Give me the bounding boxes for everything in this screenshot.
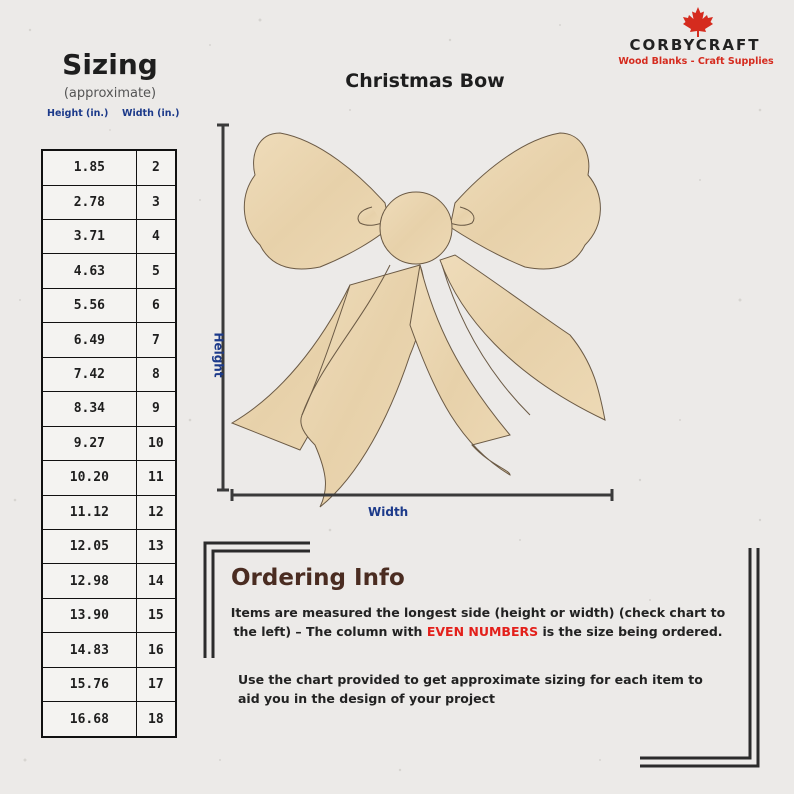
height-cell: 12.05 (42, 530, 136, 564)
width-cell: 18 (136, 702, 176, 737)
width-cell: 8 (136, 357, 176, 391)
brand-tagline: Wood Blanks - Craft Supplies (618, 56, 774, 67)
height-cell: 2.78 (42, 185, 136, 219)
height-cell: 16.68 (42, 702, 136, 737)
table-row (42, 392, 176, 426)
width-cell: 11 (136, 461, 176, 495)
height-cell: 7.42 (42, 357, 136, 391)
height-cell: 9.27 (42, 426, 136, 460)
width-cell: 14 (136, 564, 176, 598)
height-cell: 15.76 (42, 667, 136, 701)
ordering-text: Items are measured the longest side (height or width) (check chart to the left) – The column with (230, 605, 726, 639)
table-row (42, 150, 176, 185)
width-label: Width (368, 505, 409, 519)
table-row (42, 219, 176, 253)
height-cell: 14.83 (42, 633, 136, 667)
sizing-table (41, 149, 177, 738)
table-row (42, 495, 176, 529)
ordering-text-end: is the size being ordered. (538, 624, 723, 639)
width-cell: 3 (136, 185, 176, 219)
height-column-header: Height (in.) (47, 108, 109, 119)
height-cell: 13.90 (42, 598, 136, 632)
height-dimension-line (217, 125, 229, 490)
maple-leaf-icon (681, 6, 715, 38)
ordering-paragraph-2: Use the chart provided to get approximate sizing for each item to aid you in the design of your project (238, 672, 703, 706)
width-cell: 6 (136, 288, 176, 322)
sizing-subtitle: (approximate) (63, 86, 157, 101)
table-row (42, 598, 176, 632)
width-cell: 9 (136, 392, 176, 426)
table-row (42, 633, 176, 667)
table-row (42, 667, 176, 701)
width-dimension-line (232, 489, 612, 501)
table-row (42, 564, 176, 598)
height-cell: 4.63 (42, 254, 136, 288)
width-column-header: Width (in.) (122, 108, 180, 119)
height-cell: 3.71 (42, 219, 136, 253)
width-cell: 5 (136, 254, 176, 288)
width-cell: 10 (136, 426, 176, 460)
width-cell: 13 (136, 530, 176, 564)
height-cell: 6.49 (42, 323, 136, 357)
height-cell: 8.34 (42, 392, 136, 426)
table-row (42, 530, 176, 564)
table-row (42, 461, 176, 495)
height-cell: 5.56 (42, 288, 136, 322)
width-cell: 16 (136, 633, 176, 667)
width-cell: 17 (136, 667, 176, 701)
height-label: Height (211, 332, 226, 378)
width-cell: 12 (136, 495, 176, 529)
ordering-title: Ordering Info (231, 565, 405, 591)
table-row (42, 357, 176, 391)
brand-name: CORBYCRAFT (629, 36, 761, 54)
height-cell: 1.85 (42, 150, 136, 185)
height-cell: 12.98 (42, 564, 136, 598)
table-row (42, 426, 176, 460)
table-row (42, 254, 176, 288)
even-numbers-highlight: EVEN NUMBERS (426, 624, 539, 639)
table-row (42, 288, 176, 322)
height-cell: 10.20 (42, 461, 136, 495)
width-cell: 4 (136, 219, 176, 253)
ordering-paragraph-1 (228, 603, 728, 641)
width-cell: 15 (136, 598, 176, 632)
table-row (42, 702, 176, 737)
sizing-title: Sizing (62, 48, 158, 81)
table-row (42, 185, 176, 219)
table-row (42, 323, 176, 357)
height-cell: 11.12 (42, 495, 136, 529)
product-title: Christmas Bow (345, 70, 505, 92)
wooden-bow-icon (232, 133, 605, 507)
width-cell: 2 (136, 150, 176, 185)
width-cell: 7 (136, 323, 176, 357)
bow-diagram (210, 115, 630, 515)
